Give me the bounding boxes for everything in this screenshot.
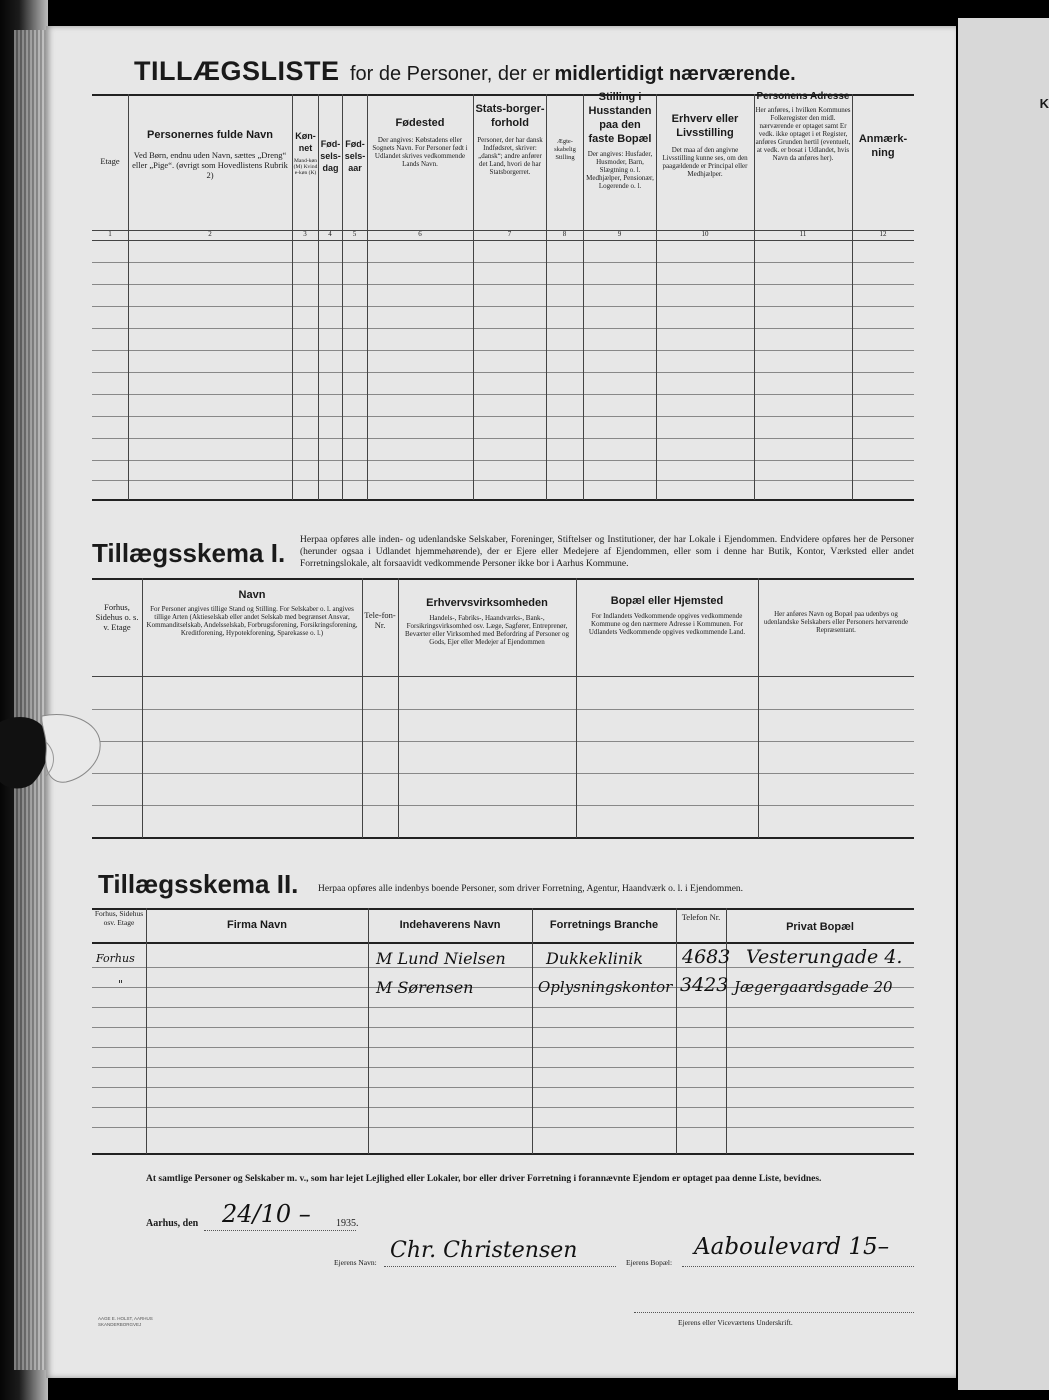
schema-2-title: Tillægsskema II. <box>98 869 299 899</box>
s1-col-business <box>402 596 572 646</box>
s1-col-business-head: Erhvervsvirksomheden <box>426 597 548 609</box>
t1-num-6: 6 <box>418 230 422 238</box>
t1-col-etage-head: Etage <box>100 156 120 166</box>
signature-line <box>634 1312 914 1313</box>
s2-col-owner: Indehaverens Navn <box>399 919 501 931</box>
owner-address-label: Ejerens Bopæl: <box>626 1258 673 1267</box>
facing-page-fragment: K <box>1039 96 1049 111</box>
s1-col-residence <box>580 594 754 636</box>
book-spine <box>0 0 48 1400</box>
t1-col-birthday-head: Fød-sels-dag <box>320 139 341 173</box>
owner-address-hand: Aaboulevard 15– <box>694 1234 890 1260</box>
t1-col-gender <box>293 98 318 176</box>
owner-address-line <box>682 1266 914 1267</box>
title-rest: for de Personer, der er <box>349 63 551 85</box>
t1-col-citizenship-sub: Personer, der har dansk Indfødsret, skriver: „dansk“; andre anfører det Land, hvori de har Statsborgerret. <box>477 136 543 176</box>
s1-col-name <box>146 588 358 637</box>
footer-date-hand: 24/10 – <box>222 1200 311 1228</box>
form-page <box>46 26 956 1378</box>
t1-num-3: 3 <box>303 230 307 238</box>
t1-num-5: 5 <box>352 230 357 238</box>
s2-row-1-address: Vesterungade 4. <box>746 946 903 968</box>
s2-col-address: Privat Bopæl <box>786 921 854 933</box>
t1-col-marital-sub: Ægte-skabelig Stilling <box>554 138 576 161</box>
s2-row-1-owner: M Lund Nielsen <box>376 949 506 968</box>
s1-col-phone <box>364 610 396 630</box>
t1-num-4: 4 <box>328 230 332 238</box>
t1-num-9: 9 <box>617 230 622 238</box>
owner-name-hand: Chr. Christensen <box>390 1238 578 1263</box>
s2-col-branche: Forretnings Branche <box>549 919 659 931</box>
title-strong: midlertidigt nærværende. <box>554 63 796 85</box>
s2-row-2-owner: M Sørensen <box>376 978 474 997</box>
s1-col-representative-sub: Her anføres Navn og Bopæl paa udenbys og udenlandske Selskabers eller Personers herværende Repræsentant. <box>763 610 909 634</box>
s1-col-representative <box>762 610 910 634</box>
t1-col-gender-head: Køn-net <box>295 131 316 153</box>
binder-clip <box>0 712 102 792</box>
footer-year: 1935. <box>336 1218 359 1229</box>
s1-col-residence-sub: For Indlandets Vedkommende opgives vedkommende Kommune og den nærmere Adresse i Kommunen. For Udlandets Vedkommende opgives vedkommende Land. <box>588 612 746 636</box>
t1-col-marital <box>548 98 582 162</box>
t1-col-remarks-head: Anmærk-ning <box>858 133 908 159</box>
t1-col-birthplace-sub: Der angives: Købstadens eller Sognets Navn. For Personer født i Udlandet skrives vedkommende Lands Navn. <box>372 136 468 168</box>
t1-col-address-head: Personens Adresse <box>756 91 850 102</box>
footer-statement: At samtlige Personer og Selskaber m. v., som har lejet Lejlighed eller Lokaler, bor eller driver Forretning i forannævnte Ejendom er optaget paa denne Liste, bevidnes. <box>146 1174 822 1184</box>
title-big: TILLÆGSLISTE <box>134 56 340 86</box>
facing-page <box>958 18 1049 1390</box>
s1-col-residence-head: Bopæl eller Hjemsted <box>610 595 724 607</box>
t1-col-occupation <box>657 98 753 178</box>
t1-col-name <box>132 98 288 180</box>
t1-col-citizenship <box>475 98 545 176</box>
s2-col-phone: Telefon Nr. <box>681 912 721 922</box>
t1-num-2: 2 <box>208 230 212 238</box>
t1-num-11: 11 <box>799 230 807 238</box>
t1-col-birthplace-head: Fødested <box>395 117 445 129</box>
t1-num-1: 1 <box>108 230 112 238</box>
owner-name-line <box>384 1266 616 1267</box>
s1-col-phone-sub: Tele-fon-Nr. <box>364 610 396 630</box>
s1-col-name-sub: For Personer angives tillige Stand og Stilling. For Selskaber o. l. angives tillige Arten (Aktieselskab eller andet Selskab med begrænset Ansvar, Kommanditselskab, Andelsselskab, Forbrugsforening, Forsikringsforening, Kreditforening, Hypotekforening, Sparekasse o. l.) <box>146 605 358 637</box>
t1-num-8: 8 <box>562 230 567 238</box>
t1-col-household-head: Stilling i Husstanden paa den faste Bopæl <box>588 91 652 145</box>
t1-col-citizenship-head: Stats-borger-forhold <box>475 103 545 129</box>
t1-num-10: 10 <box>701 230 709 238</box>
t1-col-remarks <box>853 98 913 160</box>
page-title <box>134 56 934 87</box>
t1-col-household-sub: Der angives: Husfader, Husmoder, Barn, Slægtning o. l. Medhjælper, Pensionær, Logerende o. l. <box>586 150 654 190</box>
t1-col-etage <box>92 98 128 166</box>
t1-col-name-sub: Ved Børn, endnu uden Navn, sættes „Dreng“ eller „Pige“. (øvrigt som Hovedlistens Rubrik 2) <box>132 150 288 180</box>
schema-2-text: Herpaa opføres alle indenbys boende Personer, som driver Forretning, Agentur, Haandværk o. l. i Ejendommen. <box>318 884 744 894</box>
s2-row-2-etage: " <box>118 978 124 991</box>
printer-imprint: AAGE E. HOLST, AARHUS SKANDERBORGVEJ <box>98 1316 153 1327</box>
t1-col-address <box>755 88 851 162</box>
t1-col-address-sub: Her anføres, i hvilken Kommunes Folkeregister den midl. nærværende er optaget samt Er vedk. ikke optaget i et Register, anføres Grunden hertil (eventuelt, at vedk. er bosat i Udlandet, hvis Navn da anføres her). <box>755 106 851 162</box>
schema-1-title: Tillægsskema I. <box>92 538 286 568</box>
schema-1-text: Herpaa opføres alle inden- og udenlandske Selskaber, Foreninger, Stiftelser og Institutioner, der har Lokale i Ejendommen. Endvidere opføres her de Personer (herunder ogsaa i Udlandet hjemmehørende), der er Ejere eller Medejere af Ejendommen, eller som i denne har Butik, Kontor, Værksted eller andet Forretningslokale, alt forsaavidt vedkommende Personer ikke bor i Aarhus Kommune. <box>300 535 914 569</box>
s1-col-name-head: Navn <box>238 589 266 601</box>
s2-row-2-address: Jægergaardsgade 20 <box>734 978 893 996</box>
t1-num-7: 7 <box>507 230 512 238</box>
owner-name-label: Ejerens Navn: <box>334 1258 377 1267</box>
t1-col-birthyear-head: Fød-sels-aar <box>344 139 366 173</box>
s1-col-etage-sub: Forhus, Sidehus o. s. v. Etage <box>95 602 139 632</box>
t1-col-occupation-sub: Det maa af den angivne Livsstilling kunne ses, om den paagældende er Principal eller Medhjælper. <box>662 146 748 178</box>
t1-col-gender-sub: Mand-køn (M) Kvinde-køn (K) <box>293 158 318 176</box>
footer-date-line <box>204 1230 356 1231</box>
t1-num-12: 12 <box>879 230 887 238</box>
s2-row-1-etage: Forhus <box>96 952 135 965</box>
s2-row-2-branche: Oplysningskontor <box>538 978 673 996</box>
s1-col-etage <box>92 602 142 632</box>
t1-col-birthday <box>319 98 342 174</box>
s2-col-etage: Forhus, Sidehus osv. Etage <box>94 909 144 927</box>
s2-row-1-branche: Dukkeklinik <box>546 949 644 968</box>
t1-col-name-head: Personernes fulde Navn <box>147 129 273 141</box>
t1-col-birthyear <box>343 98 367 174</box>
t1-col-birthplace <box>370 98 470 168</box>
s2-row-1-phone: 4683 <box>682 946 731 968</box>
s1-col-business-sub: Handels-, Fabriks-, Haandværks-, Bank-, Forsikringsvirksomhed osv. Læge, Sagfører, Entreprenør, Beværter eller Virksomhed med Befordring af Personer og Gods, Ejer eller Medejer af Ejendommen <box>404 614 570 646</box>
s2-col-firm: Firma Navn <box>227 919 287 931</box>
s2-row-2-phone: 3423 <box>680 974 729 996</box>
t1-col-household <box>585 88 655 190</box>
t1-col-occupation-head: Erhverv eller Livsstilling <box>671 113 739 139</box>
footer-city-label: Aarhus, den <box>146 1218 199 1229</box>
signature-label: Ejerens eller Viceværtens Underskrift. <box>678 1318 793 1327</box>
